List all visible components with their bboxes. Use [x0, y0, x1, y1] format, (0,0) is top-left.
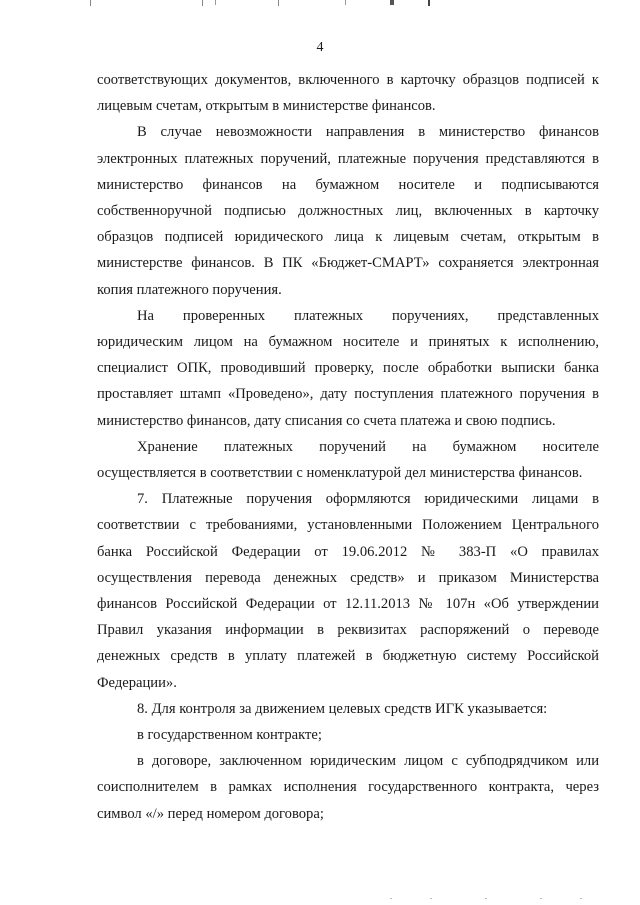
text-line: банка Российской Федерации от 19.06.2012 № 383-П «О правилах	[97, 543, 599, 560]
text-line: юридическим лицом на бумажном носителе и принятых к исполнению,	[97, 334, 599, 350]
text-line: министерство финансов, дату списания со счета платежа и свою подпись.	[97, 412, 556, 429]
text-line: соисполнителем в рамках исполнения государственного контракта, через	[97, 779, 599, 796]
text-line: Хранение платежных поручений на бумажном носителе	[137, 438, 599, 455]
text-line: финансов Российской Федерации от 12.11.2013 № 107н «Об утверждении	[97, 596, 599, 612]
page-number: 4	[316, 40, 324, 55]
text-line: соответствующих документов, включенного в карточку образцов подписей к	[97, 72, 599, 88]
text-line: 7. Платежные поручения оформляются юридическими лицами в	[137, 491, 599, 508]
text-line: электронных платежных поручений, платежные поручения представляются в	[97, 150, 599, 167]
text-line: символ «/» перед номером договора;	[97, 805, 324, 822]
text-line: 8. Для контроля за движением целевых средств ИГК указывается:	[137, 700, 548, 717]
text-line: в договоре, заключенном юридическим лицом с субподрядчиком или	[137, 753, 599, 770]
scan-artifact-dots	[390, 897, 590, 901]
text-line: лицевым счетам, открытым в министерстве финансов.	[97, 98, 436, 115]
text-line: осуществления перевода денежных средств» и приказом Министерства	[97, 569, 599, 586]
text-line: специалист ОПК, проводивший проверку, после обработки выписки банка	[97, 360, 599, 377]
text-line: На проверенных платежных поручениях, представленных	[137, 307, 599, 324]
text-line: проставляет штамп «Проведено», дату поступления платежного поручения в	[97, 386, 599, 403]
text-line: Федерации».	[97, 674, 177, 691]
text-line: министерстве финансов. В ПК «Бюджет-СМАРТ» сохраняется электронная	[97, 255, 599, 272]
text-line: В случае невозможности направления в министерство финансов	[137, 124, 599, 141]
text-line: Правил указания информации в реквизитах распоряжений о переводе	[97, 622, 599, 639]
text-line: министерство финансов на бумажном носителе и подписываются	[97, 176, 599, 193]
text-line: соответствии с требованиями, установленными Положением Центрального	[97, 517, 599, 534]
text-line: осуществляется в соответствии с номенклатурой дел министерства финансов.	[97, 465, 583, 481]
text-line: собственноручной подписью должностных лиц, включенных в карточку	[97, 203, 599, 219]
text-line: денежных средств в уплату платежей в бюджетную систему Российской	[97, 648, 599, 665]
scan-artifact-marks	[90, 0, 510, 8]
text-line: образцов подписей юридического лица к лицевым счетам, открытым в	[97, 229, 599, 246]
text-line: копия платежного поручения.	[97, 281, 282, 298]
text-line: в государственном контракте;	[137, 727, 322, 743]
